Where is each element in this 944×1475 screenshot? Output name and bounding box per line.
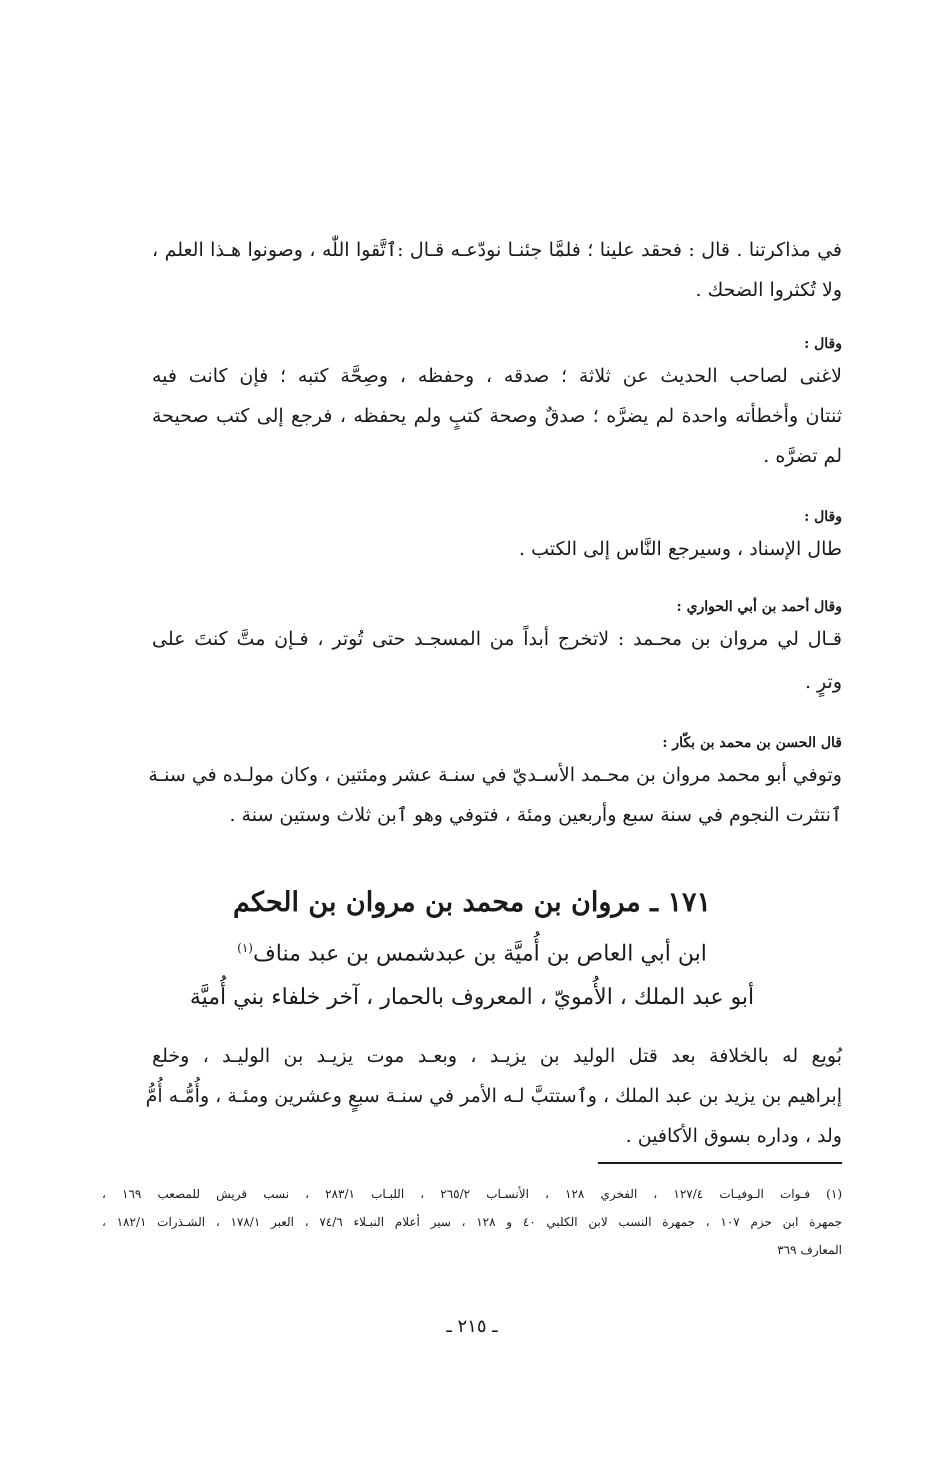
speaker-label: قال الحسن بن محمد بن بكّار : — [662, 735, 842, 751]
text-line: ٱنتثرت النجوم في سنة سبع وأربعين ومئة ، فتوفي وهو ٱبن ثلاث وستين سنة . — [229, 804, 842, 826]
page-number: ـ ٢١٥ ـ — [446, 1316, 498, 1337]
entry-lineage — [102, 926, 842, 976]
speaker-label: وقال : — [804, 336, 842, 352]
footnote-line: جمهرة ابن حزم ١٠٧ ، جمهرة النسب لابن الكلبي ٤٠ و ١٢٨ ، سير أعلام النبـلاء ٧٤/٦ ، العبر ١٧٨/١ ، الشـذرات ١٨٢/١ ، — [102, 1215, 842, 1229]
footnote-line: المعارف ٣٦٩ — [777, 1243, 842, 1257]
text-line: إبراهيم بن يزيد بن عبد الملك ، وٱستتبَّ لـه الأمر في سنـة سبعٍ وعشرين ومئـة ، وأُمُّـه أُمُّ — [145, 1085, 842, 1107]
text-line: لاغنى لصاحب الحديث عن ثلاثة ؛ صدقه ، وحفظه ، وصِحَّة كتبه ؛ فإن كانت فيه — [152, 365, 842, 387]
text-line: ولد ، وداره بسوق الأكافين . — [625, 1125, 842, 1147]
speaker-label: وقال : — [804, 509, 842, 525]
footnote-separator — [598, 1162, 842, 1164]
footnote-line: (١) فـوات الـوفيـات ١٢٧/٤ ، الفخري ١٢٨ ، الأنسـاب ٢٦٥/٢ ، اللبـاب ٢٨٣/١ ، نسب قريش للمصعب ١٦٩ ، — [102, 1187, 842, 1201]
entry-heading — [102, 880, 842, 1020]
entry-kunya: أبو عبد الملك ، الأُمويّ ، المعروف بالحمار ، آخر خلفاء بني أُميَّة — [189, 985, 755, 1011]
section-4 — [148, 731, 842, 835]
text-line: وتوفي أبو محمد مروان بن محـمد الأسـديّ في سنـة عشر ومئتين ، وكان مولـده في سنـة — [148, 764, 842, 786]
text-line: طال الإسناد ، وسيرجع النَّاس إلى الكتب . — [519, 538, 842, 560]
text-line: لم تضرَّه . — [763, 445, 842, 467]
section-2 — [152, 505, 842, 569]
speaker-label: وقال أحمد بن أبي الحواري : — [676, 599, 842, 615]
section-1 — [152, 332, 842, 476]
text-line: وترٍ . — [804, 671, 842, 693]
intro-paragraph — [152, 230, 842, 310]
text-line: ثنتان وأخطأته واحدة لم يضرَّه ؛ صدقٌ وصحة كتبٍ ولم يحفظه ، فرجع إلى كتب صحيحة — [152, 405, 842, 427]
text-line: قـال لي مروان بن محـمد : لاتخرج أبداً من المسجـد حتى تُوتر ، فـإن متَّ كنتَ على — [152, 628, 842, 650]
text-line: في مذاكرتنا . قال : فحقد علينا ؛ فلمَّا جئنـا نودّعـه قـال :ٱتَّقوا اللّٰه ، وصونوا هـذا العلم ، — [152, 239, 842, 261]
text-line: ولا تُكثروا الضحك . — [695, 279, 842, 301]
entry-body — [145, 1036, 842, 1156]
entry-lineage-text: ابن أبي العاص بن أُميَّة بن عبدشمس بن عبد مناف — [252, 941, 707, 967]
section-3 — [152, 595, 842, 705]
footnote-marker: (١) — [237, 941, 253, 955]
text-line: بُويع له بالخلافة بعد قتل الوليد بن يزيـد ، وبعـد موت يزيـد بن الوليـد ، وخلع — [152, 1045, 842, 1067]
entry-title: ١٧١ ـ مروان بن محمد بن مروان بن الحكم — [233, 887, 711, 918]
footnotes — [102, 1180, 842, 1264]
